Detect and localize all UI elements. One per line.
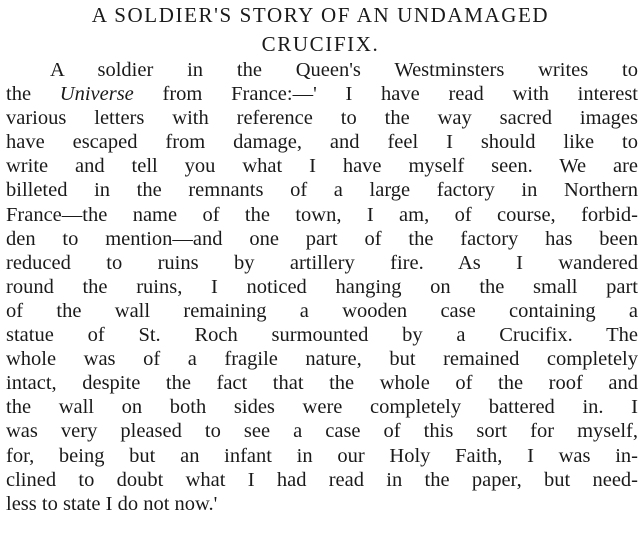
body-line: den to mention—and one part of the factory has been bbox=[6, 227, 638, 250]
body-line: less to state I do not now.' bbox=[6, 492, 218, 515]
body-line: write and tell you what I have myself seen. We are bbox=[6, 155, 638, 178]
body-line: intact, despite the fact that the whole of the roof and bbox=[6, 372, 638, 395]
body-line: for, being but an infant in our Holy Faith, I was in- bbox=[6, 444, 638, 467]
article-headline bbox=[0, 0, 641, 59]
article-body bbox=[6, 58, 638, 516]
newspaper-name: Universe bbox=[59, 83, 134, 106]
body-line-text: A soldier in the Queen's Westminsters writes to bbox=[50, 59, 638, 81]
body-line bbox=[6, 58, 638, 82]
body-line: clined to doubt what I had read in the paper, but need- bbox=[6, 468, 638, 491]
body-line: the wall on both sides were completely battered in. I bbox=[6, 396, 638, 419]
body-line-text: the bbox=[6, 83, 60, 106]
body-line: round the ruins, I noticed hanging on the small part bbox=[6, 275, 638, 298]
body-line: of the wall remaining a wooden case containing a bbox=[6, 299, 638, 322]
body-line: whole was of a fragile nature, but remained completely bbox=[6, 348, 638, 371]
headline-line-2: CRUCIFIX. bbox=[261, 32, 380, 56]
body-line: various letters with reference to the way sacred images bbox=[6, 107, 638, 130]
body-line: France—the name of the town, I am, of course, forbid- bbox=[6, 203, 638, 226]
body-line: was very pleased to see a case of this sort for myself, bbox=[6, 420, 638, 443]
body-line: statue of St. Roch surmounted by a Crucifix. The bbox=[6, 324, 638, 347]
body-line: have escaped from damage, and feel I should like to bbox=[6, 131, 638, 154]
body-line: billeted in the remnants of a large factory in Northern bbox=[6, 179, 638, 202]
headline-line-1: A SOLDIER'S STORY OF AN UNDAMAGED bbox=[91, 3, 550, 27]
body-line bbox=[6, 82, 638, 106]
body-line: reduced to ruins by artillery fire. As I wandered bbox=[6, 251, 638, 274]
body-line-text: from France:—' I have read with interest bbox=[133, 83, 638, 106]
